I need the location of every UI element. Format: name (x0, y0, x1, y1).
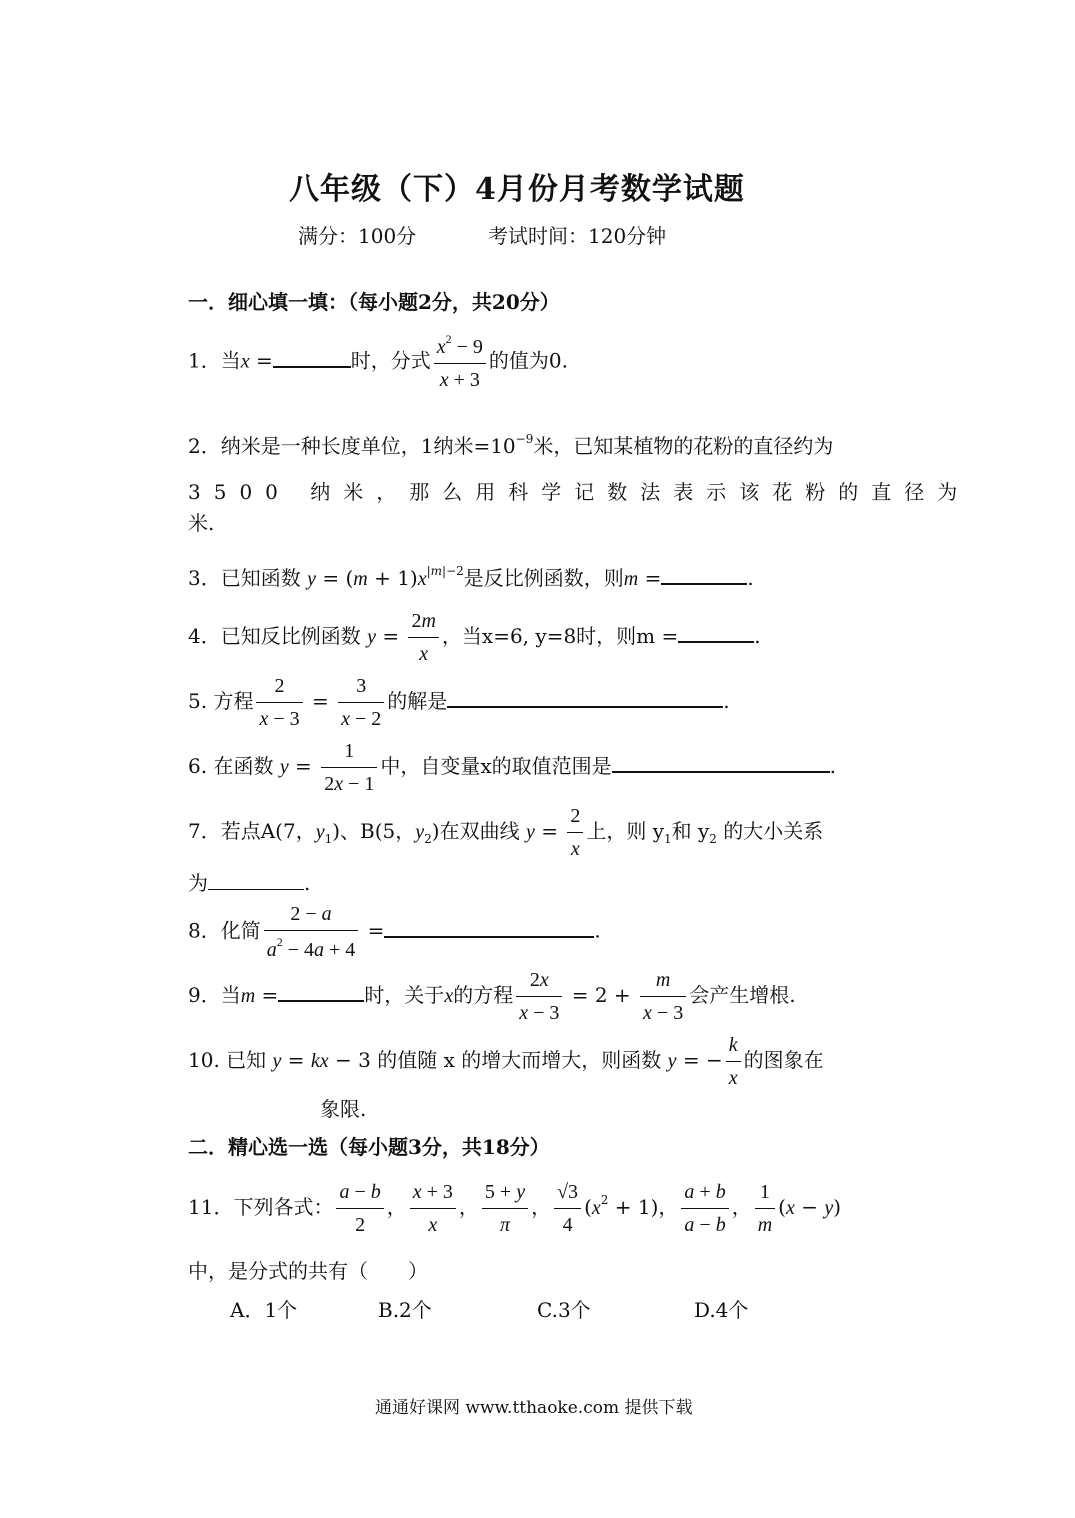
q11-expr-5: $\frac{a + b}{a - b}$ (681, 1180, 728, 1237)
q11-expr-2: $\frac{x + 3}{x}$ (410, 1180, 456, 1237)
q1-fraction: $\frac{x^2 - 9}{x + 3}$ (434, 332, 486, 392)
question-10-line2: 象限. (320, 1097, 367, 1121)
q6-answer-blank[interactable] (612, 770, 830, 773)
question-2-line3: 米. (188, 511, 215, 535)
q8-answer-blank[interactable] (384, 935, 594, 938)
q11-expr-1: $\frac{a - b}{2}$ (336, 1180, 383, 1237)
page-title: 八年级（下）4月份月考数学试题 (289, 172, 745, 207)
q5-fraction-right: $\frac{3}{x - 2}$ (338, 674, 384, 731)
q7-answer-blank[interactable] (208, 888, 304, 890)
q9-fraction-left: $\frac{2x}{x - 3}$ (516, 968, 562, 1025)
question-8: 8．化简 $\frac{2 - a}{a^2 - 4a + 4}$ = . (188, 903, 601, 961)
q11-expr-4: $\frac{√3}{4}$ (554, 1180, 581, 1237)
q1-post: 的值为0. (488, 348, 569, 373)
q1-mid: 时，分式 (350, 348, 431, 373)
q11-expr-6: $\frac{1}{m}$ (755, 1180, 775, 1237)
footer-credit: 通通好课网 www.tthaoke.com 提供下载 (375, 1398, 693, 1418)
q9-fraction-right: $\frac{m}{x - 3}$ (640, 968, 686, 1025)
question-3: 3．已知函数 $y = (m + 1)x^{|m|-2}$是反比例函数，则m = . (188, 564, 754, 590)
q1-pre: 1．当 (188, 348, 241, 373)
q8-fraction: $\frac{2 - a}{a^2 - 4a + 4}$ (264, 902, 359, 962)
q4-fraction: $\frac{2m}{x}$ (408, 609, 438, 666)
option-d[interactable]: D.4个 (694, 1298, 749, 1322)
q3-answer-blank[interactable] (661, 582, 747, 585)
q11-expr-3: $\frac{5 + y}{\pi}$ (482, 1180, 528, 1237)
question-7-line2: 为 . (188, 871, 311, 895)
q5-answer-blank[interactable] (447, 705, 723, 708)
option-b[interactable]: B.2个 (378, 1298, 432, 1322)
question-2-line1: 2．纳米是一种长度单位，1纳米$=10^{-9}$米，已知某植物的花粉的直径约为 (188, 432, 834, 458)
exam-time: 考试时间：120分钟 (488, 224, 667, 248)
question-2-line2: 3500 纳米，那么用科学记数法表示该花粉的直径为 (188, 480, 971, 504)
q1-answer-blank[interactable] (273, 365, 351, 368)
question-4: 4．已知反比例函数 y = $\frac{2m}{x}$ ，当x=6, y=8时，则m = . (188, 610, 761, 665)
question-7: 7．若点A(7，$y_1$)、B(5，$y_2$)在双曲线 y = $\frac{2}{x}$ 上，则 $y_1$和 $y_2$ 的大小关系 (188, 805, 824, 860)
question-1: 1．当x = 时，分式 $\frac{x^2 - 9}{x + 3}$ 的值为0. (188, 332, 569, 391)
option-a[interactable]: A．1个 (230, 1298, 298, 1322)
q6-fraction: $\frac{1}{2x - 1}$ (321, 739, 377, 796)
q9-answer-blank[interactable] (278, 999, 364, 1002)
section2-heading: 二．精心选一选（每小题3分，共18分） (188, 1135, 550, 1159)
q5-fraction-left: $\frac{2}{x - 3}$ (256, 674, 302, 731)
question-5: 5. 方程 $\frac{2}{x - 3}$ = $\frac{3}{x - 2}$ 的解是 . (188, 675, 730, 730)
section1-heading: 一．细心填一填：（每小题2分，共20分） (188, 290, 560, 314)
q10-fraction: $\frac{k}{x}$ (726, 1033, 741, 1090)
option-c[interactable]: C.3个 (537, 1298, 591, 1322)
question-11-line2: 中，是分式的共有（ ） (188, 1259, 428, 1283)
full-score: 满分：100分 (298, 224, 417, 248)
question-10: 10. 已知 y = kx − 3 的值随 x 的增大而增大，则函数 y = − $\frac{k}{x}$ 的图象在 (188, 1034, 824, 1089)
question-11: 11．下列各式： $\frac{a - b}{2}$ ， $\frac{x + 3}{x}$ ， $\frac{5 + y}{\pi}$ ， $\frac{√3}{4}$ $(x^2 + 1)$， $\frac{a + b}{a - b}$ ， $\frac{1}{m}$ (x − y) (188, 1181, 842, 1236)
q7-fraction: $\frac{2}{x}$ (567, 804, 583, 861)
question-6: 6. 在函数 y = $\frac{1}{2x - 1}$ 中，自变量x的取值范围是 . (188, 740, 836, 795)
q4-answer-blank[interactable] (678, 640, 754, 643)
question-9: 9．当m = 时，关于x的方程 $\frac{2x}{x - 3}$ = 2 + $\frac{m}{x - 3}$ 会产生增根. (188, 969, 796, 1024)
